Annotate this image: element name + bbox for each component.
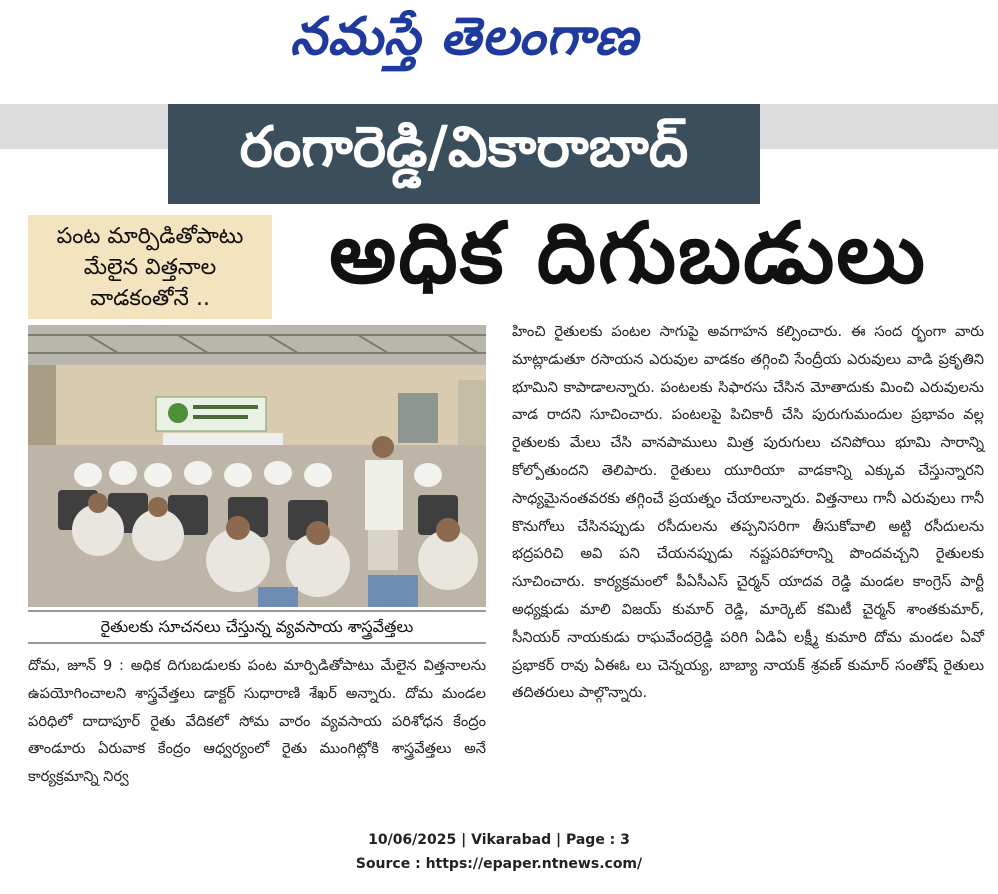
kicker-line: మేలైన విత్తనాల bbox=[83, 255, 217, 280]
masthead bbox=[0, 0, 998, 96]
article-paragraph: దోమ, జూన్ 9 : అధిక దిగుబడులకు పంట మార్పిడితోపాటు మేలైన విత్తనాలను ఉపయోగించాలని శాస్త్రవేత్తలు డాక్టర్ సుధారాణి శేఖర్ అన్నారు. దోమ మండల పరిధిలో దాదాపూర్ రైతు వేదికలో సోమ వారం వ్యవసాయ పరిశోధన కేంద్రం తాండూరు ఏరువాక కేంద్రం ఆధ్వర్యంలో రైతు ముంగిట్లోకి శాస్త్రవేత్తలు అనే కార్యక్రమాన్ని నిర్వ bbox=[28, 657, 486, 786]
footer-source: Source : https://epaper.ntnews.com/ bbox=[355, 856, 643, 872]
footer-date-edition: 10/06/2025 | Vikarabad | Page : 3 bbox=[368, 832, 630, 848]
article-body-right bbox=[512, 318, 984, 808]
footer bbox=[0, 828, 998, 876]
newspaper-logo: నమస్తే తెలంగాణ bbox=[290, 6, 639, 67]
headline: అధిక దిగుబడులు bbox=[329, 203, 927, 302]
section-title: రంగారెడ్డి/వికారాబాద్ bbox=[239, 114, 689, 180]
kicker-line: పంట మార్పిడితోపాటు bbox=[56, 224, 244, 249]
article-body-left bbox=[28, 652, 486, 802]
news-photo bbox=[28, 325, 486, 607]
kicker-box bbox=[28, 215, 272, 319]
photo-caption: రైతులకు సూచనలు చేస్తున్న వ్యవసాయ శాస్త్రవేత్తలు bbox=[28, 610, 486, 644]
article-paragraph: హించి రైతులకు పంటల సాగుపై అవగాహన కల్పించారు. ఈ సంద ర్భంగా వారు మాట్లాడుతూ రసాయన ఎరువుల వాడకం తగ్గించి సేంద్రీయ ఎరువులు వాడి ప్రకృతిని భూమిని కాపాడాలన్నారు. పంటలకు సిఫారసు చేసిన మోతాదుకు మించి ఎరువులను వాడ రాదని సూచించారు. పంటలపై పిచికారీ చేసి పురుగుమందుల ప్రభావం వల్ల రైతులకు మేలు చేసి వానపాములు మిత్ర పురుగులు చనిపోయి భూమి సారాన్ని కోల్పోతుందని తెలిపారు. రైతులు యూరియా వాడకాన్ని ఎక్కువ చేస్తున్నారని సాధ్యమైనంతవరకు తగ్గించే ప్రయత్నం చేయాలన్నారు. విత్తనాలు గానీ ఎరువులు గానీ కొనుగోలు చేసినప్పుడు రసీదులను తప్పనిసరిగా తీసుకోవాలి అట్టి రసీదులను భద్రపరిచి అవి పని చేయనప్పుడు నష్టపరిహారాన్ని పొందవచ్చని రైతులకు సూచించారు. కార్యక్రమంలో పీఏసీఎస్ చైర్మన్ యాదవ రెడ్డి మండల కాంగ్రెస్ పార్టీ అధ్యక్షుడు మాలి విజయ్ కుమార్ రెడ్డి, మార్కెట్ కమిటీ చైర్మన్ శాంతకుమార్, సీనియర్ నాయకుడు రాఘవేందర్రెడ్డి పరిగి ఏడిఏ లక్ష్మీ కుమారి దోమ మండల ఏవో ప్రభాకర్ రావు ఏఈఓ లు చెన్నయ్య, బాబ్యా నాయక్ శ్రవణ్ కుమార్ సంతోష్ రైతులు తదితరులు పాల్గొన్నారు. bbox=[512, 323, 984, 702]
kicker-line: వాడకంతోనే .. bbox=[90, 286, 210, 311]
